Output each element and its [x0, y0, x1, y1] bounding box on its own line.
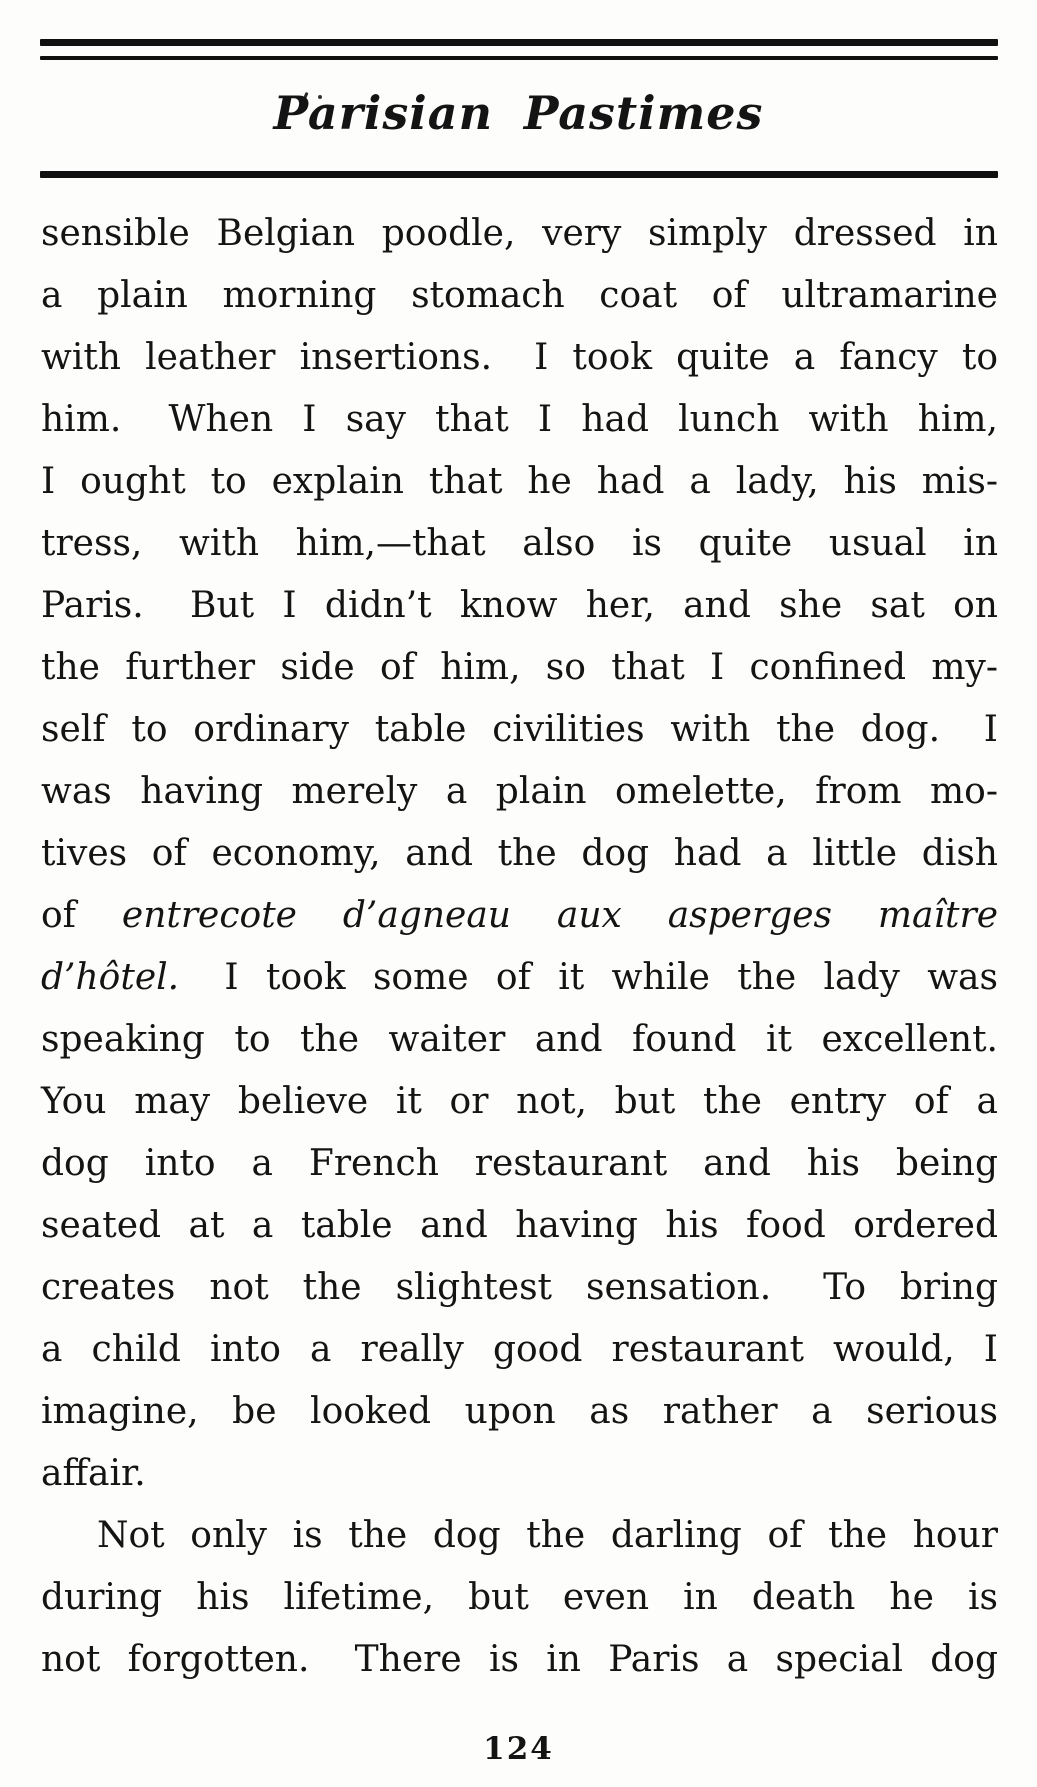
text-segment: You may believe it or not, but the entry of a [41, 1081, 998, 1122]
text-line [41, 947, 998, 1009]
text-line [41, 327, 998, 389]
text-line [41, 1319, 998, 1381]
page-number: 124 [483, 1731, 554, 1767]
text-segment: the further side of him, so that I confined my- [41, 647, 998, 688]
text-line [41, 1257, 998, 1319]
text-segment: creates not the slightest sensation. To bring [41, 1267, 998, 1308]
text-segment: Not only is the dog the darling of the hour [97, 1515, 998, 1556]
body-text [41, 203, 998, 1691]
text-line [41, 699, 998, 761]
text-line [41, 451, 998, 513]
text-line [41, 1629, 998, 1691]
text-line [41, 1567, 998, 1629]
text-line [41, 1009, 998, 1071]
italic-text-segment: d’hôtel. [41, 957, 180, 998]
header-single-rule [40, 171, 998, 178]
text-line [41, 1443, 998, 1505]
text-segment: imagine, be looked upon as rather a serious [41, 1391, 998, 1432]
text-line [41, 761, 998, 823]
text-segment: affair. [41, 1453, 146, 1494]
text-line [41, 1071, 998, 1133]
text-segment: with leather insertions. I took quite a fancy to [41, 337, 998, 378]
text-line [41, 1195, 998, 1257]
text-line [41, 513, 998, 575]
text-line [41, 823, 998, 885]
text-line [41, 1381, 998, 1443]
text-line [41, 203, 998, 265]
text-line [41, 575, 998, 637]
text-segment: speaking to the waiter and found it excellent. [41, 1019, 998, 1060]
text-line [41, 265, 998, 327]
text-segment: was having merely a plain omelette, from mo- [41, 771, 998, 812]
text-segment: sensible Belgian poodle, very simply dressed in [41, 213, 998, 254]
text-segment: tives of economy, and the dog had a little dish [41, 833, 998, 874]
page-title: Parisian Pastimes [273, 86, 764, 140]
italic-text-segment: entrecote d’agneau aux asperges maître [121, 895, 998, 936]
text-line [41, 637, 998, 699]
header-double-rule-top [40, 39, 998, 46]
text-segment: self to ordinary table civilities with the dog. I [41, 709, 998, 750]
text-segment: tress, with him,—that also is quite usual in [41, 523, 998, 564]
text-segment: I took some of it while the lady was [179, 957, 998, 998]
text-segment: dog into a French restaurant and his being [41, 1143, 998, 1184]
text-segment: Paris. But I didn’t know her, and she sat on [41, 585, 998, 626]
text-segment: him. When I say that I had lunch with him, [41, 399, 998, 440]
text-segment: seated at a table and having his food ordered [41, 1205, 998, 1246]
text-line [41, 1133, 998, 1195]
text-segment: not forgotten. There is in Paris a special dog [41, 1639, 998, 1680]
text-segment: a child into a really good restaurant would, I [41, 1329, 998, 1370]
text-segment: of [41, 895, 122, 936]
text-segment: I ought to explain that he had a lady, his mis- [41, 461, 998, 502]
text-line [41, 1505, 998, 1567]
text-line [41, 885, 998, 947]
header-double-rule-bottom [40, 56, 998, 60]
text-segment: during his lifetime, but even in death he is [41, 1577, 998, 1618]
text-segment: a plain morning stomach coat of ultramarine [41, 275, 998, 316]
text-line [41, 389, 998, 451]
